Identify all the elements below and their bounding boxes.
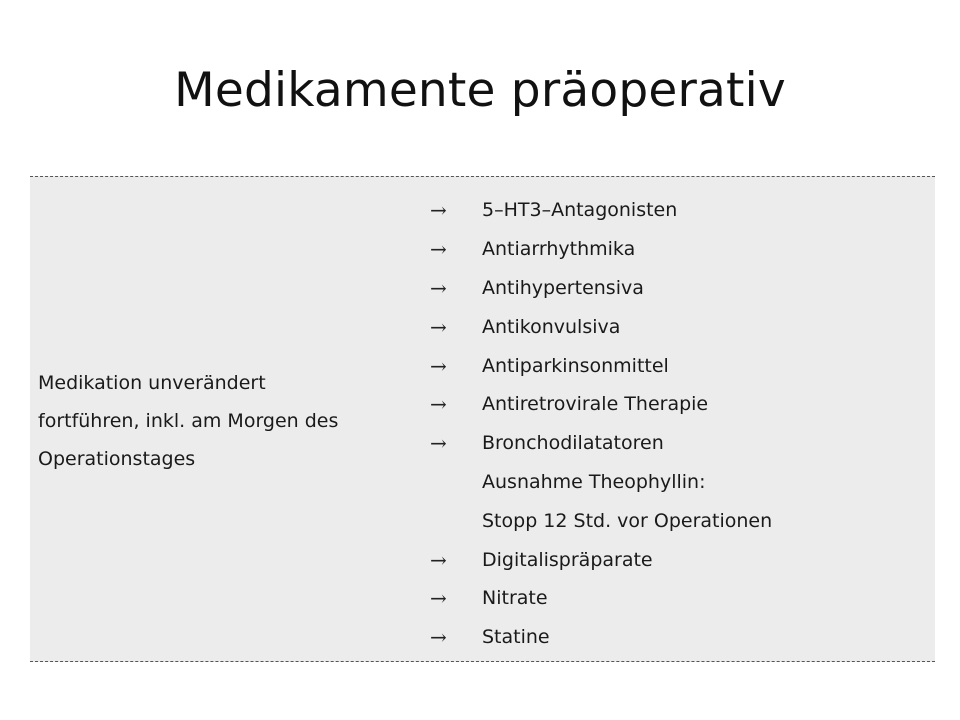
arrow-icon: → bbox=[430, 431, 447, 456]
list-item-label: Bronchodilatatoren bbox=[482, 432, 664, 455]
list-item-label: Digitalispräparate bbox=[482, 548, 653, 571]
arrow-icon: → bbox=[430, 547, 447, 572]
note-line: Operationstages bbox=[38, 448, 196, 470]
arrow-icon: → bbox=[430, 198, 447, 223]
medication-table bbox=[30, 176, 935, 662]
slide-title: Medikamente präoperativ bbox=[174, 63, 786, 118]
arrow-icon: → bbox=[430, 586, 447, 611]
list-item-label: Antihypertensiva bbox=[482, 276, 644, 299]
arrow-icon: → bbox=[430, 625, 447, 650]
list-item-label: Nitrate bbox=[482, 587, 548, 610]
list-item-label: Ausnahme Theophyllin: bbox=[482, 470, 706, 493]
continue-medication-note bbox=[38, 364, 338, 478]
list-item-label: 5–HT3–Antagonisten bbox=[482, 199, 678, 222]
table-right-cell bbox=[430, 177, 935, 661]
arrow-icon: → bbox=[430, 314, 447, 339]
list-item-label: Antiarrhythmika bbox=[482, 238, 636, 261]
list-item-label: Antikonvulsiva bbox=[482, 315, 621, 338]
table-left-cell bbox=[30, 177, 430, 661]
arrow-icon: → bbox=[430, 237, 447, 262]
note-line: Medikation unverändert bbox=[38, 372, 266, 394]
arrow-icon: → bbox=[430, 353, 447, 378]
note-line: fortführen, inkl. am Morgen des bbox=[38, 410, 339, 432]
list-item-label: Statine bbox=[482, 626, 550, 649]
arrow-icon: → bbox=[430, 275, 447, 300]
arrow-icon: → bbox=[430, 392, 447, 417]
list-item-label: Antiretrovirale Therapie bbox=[482, 393, 709, 416]
list-item-label: Stopp 12 Std. vor Operationen bbox=[482, 509, 773, 532]
list-item-label: Antiparkinsonmittel bbox=[482, 354, 669, 377]
